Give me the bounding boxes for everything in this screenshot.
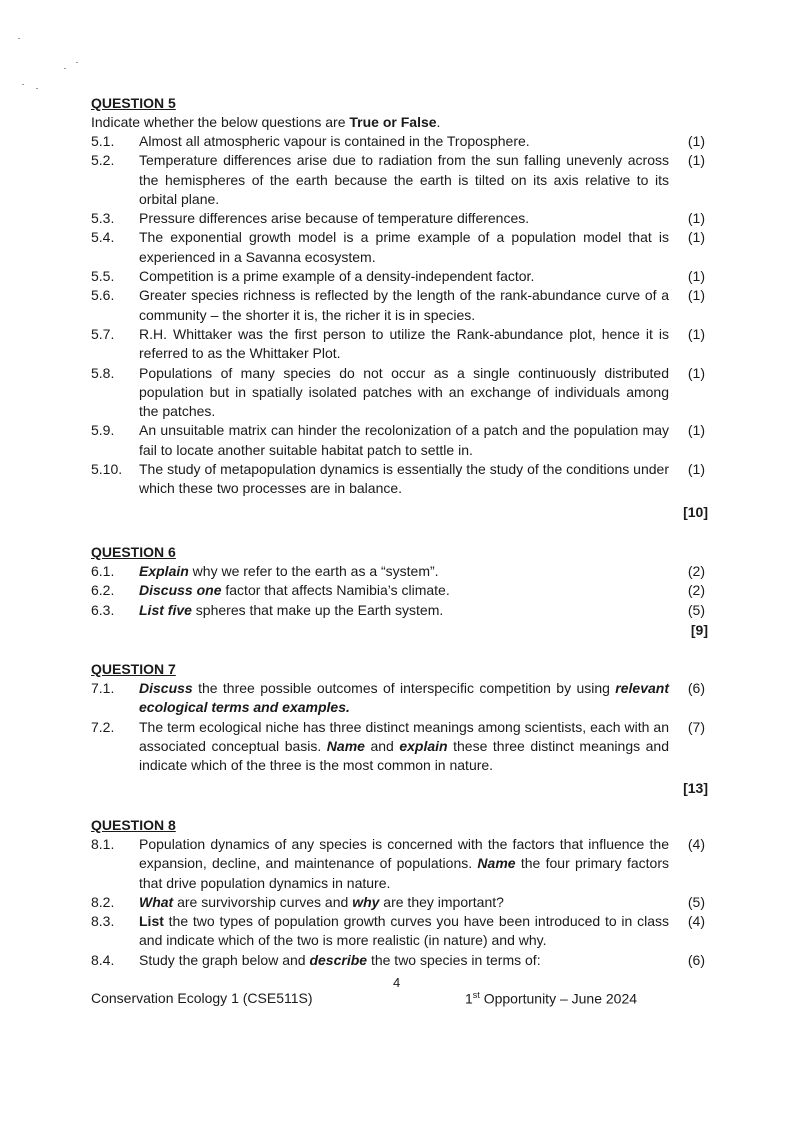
question-5-instructions: Indicate whether the below questions are True or False. — [91, 114, 441, 130]
question-item: 5.7. R.H. Whittaker was the first person to utilize the Rank-abundance plot, hence it is referred to as the Whittaker Plot. (1) — [91, 325, 705, 362]
scan-speck — [36, 88, 38, 89]
question-item: 5.10. The study of metapopulation dynamics is essentially the study of the conditions under which these two processes are in balance. (1) — [91, 461, 705, 497]
scan-speck — [64, 68, 66, 69]
question-item: 5.3. Pressure differences arise because of temperature differences. (1) — [91, 210, 705, 227]
question-item: 8.2. What are survivorship curves and why are they important? (5) — [91, 893, 705, 910]
question-8-heading: QUESTION 8 — [91, 817, 176, 833]
question-6-total: [9] — [690, 621, 708, 638]
question-item: 8.3. List the two types of population growth curves you have been introduced to in class and indicate which of the two is more realistic (in nature) and why. (4) — [91, 913, 705, 949]
scan-speck — [18, 38, 20, 39]
question-item: 6.1. Explain why we refer to the earth as a “system”. (2) — [91, 563, 705, 579]
question-7-section — [91, 660, 711, 798]
question-item: 5.1. Almost all atmospheric vapour is contained in the Troposphere. (1) — [91, 133, 705, 149]
question-5-total: [10] — [683, 503, 708, 520]
question-item: 5.2. Temperature differences arise due to radiation from the sun falling unevenly across the hemispheres of the earth because the earth is tilted on its axis relative to its orbital plane. (1) — [91, 152, 705, 207]
footer-opportunity: 1st Opportunity – June 2024 — [465, 990, 638, 1007]
question-item: 5.5. Competition is a prime example of a density-independent factor. (1) — [91, 268, 705, 285]
question-item: 7.2. The term ecological niche has three distinct meanings among scientists, each with an associated conceptual basis. Name and explain these three distinct meanings and indicate which of the three is the most common in nature. (7) — [91, 718, 705, 774]
scan-speck — [22, 84, 24, 85]
question-item: 6.2. Discuss one factor that affects Namibia’s climate. (2) — [91, 582, 705, 599]
question-item: 5.4. The exponential growth model is a prime example of a population model that is experienced in a Savanna ecosystem. (1) — [91, 229, 705, 265]
question-7-heading: QUESTION 7 — [91, 661, 176, 677]
footer-course: Conservation Ecology 1 (CSE511S) — [91, 990, 313, 1006]
question-8-section — [91, 816, 711, 970]
question-item: 5.6. Greater species richness is reflected by the length of the rank-abundance curve of a community – the shorter it is, the richer it is in species. (1) — [91, 287, 705, 323]
question-6-section — [91, 543, 711, 640]
question-item: 8.1. Population dynamics of any species is concerned with the factors that influence the expansion, decline, and maintenance of populations. Name the four primary factors that drive population dynamics in nature. (4) — [91, 836, 705, 891]
question-item: 5.8. Populations of many species do not occur as a single continuously distributed population but in spatially isolated patches with an exchange of individuals among the patches. (1) — [91, 364, 705, 420]
question-item: 5.9. An unsuitable matrix can hinder the recolonization of a patch and the population may fail to locate another suitable habitat patch to settle in. (1) — [91, 422, 705, 458]
question-5-heading: QUESTION 5 — [91, 95, 176, 111]
page-number: 4 — [393, 975, 401, 990]
scan-speck — [76, 62, 78, 63]
question-6-heading: QUESTION 6 — [91, 544, 176, 560]
question-item: 8.4. Study the graph below and describe the two species in terms of: (6) — [91, 951, 705, 968]
question-item: 7.1. Discuss the three possible outcomes of interspecific competition by using relevant ecological terms and examples. (6) — [91, 680, 705, 716]
question-5-section — [91, 94, 711, 522]
question-item: 6.3. List five spheres that make up the Earth system. (5) — [91, 601, 705, 618]
question-7-total: [13] — [683, 780, 708, 797]
